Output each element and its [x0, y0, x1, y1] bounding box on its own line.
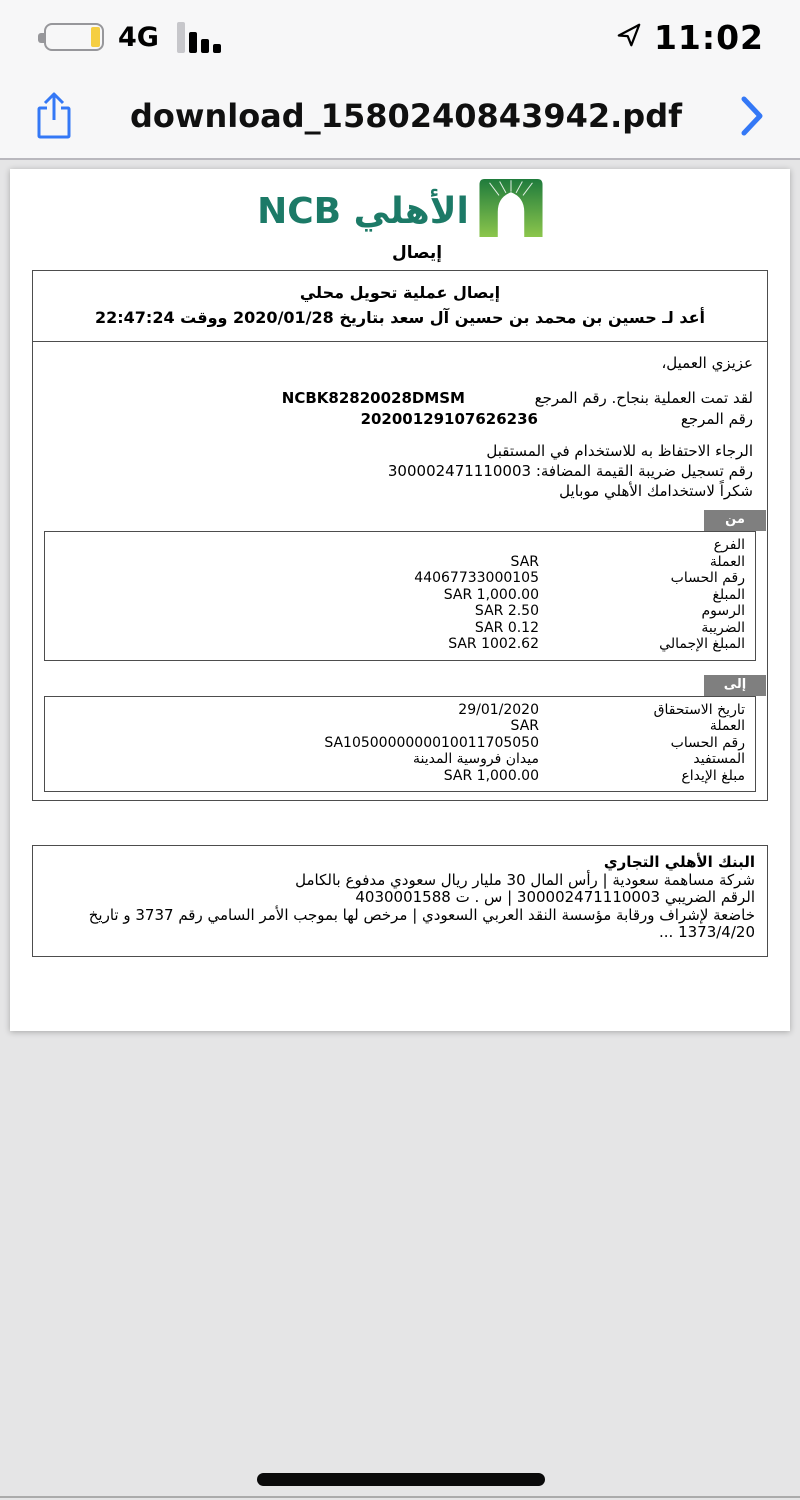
row-label: المبلغ — [712, 586, 745, 603]
table-row — [45, 636, 755, 653]
bank-name: البنك الأهلي التجاري — [603, 853, 755, 871]
row-label: الضريبة — [701, 619, 745, 636]
row-value: SAR — [510, 553, 539, 570]
share-icon — [31, 89, 77, 143]
note-line: شكراً لاستخدامك الأهلي موبايل — [559, 482, 753, 500]
receipt-subtitle: أعد لـ حسين بن محمد بن حسين آل سعد بتاريخ 2020/01/28 ووقت 22:47:24 — [94, 308, 705, 327]
row-value: 1,000.00 SAR — [443, 767, 539, 784]
row-value: 0.12 SAR — [474, 619, 539, 636]
row-value: 2.50 SAR — [474, 603, 539, 619]
from-section — [33, 510, 767, 661]
table-row — [45, 702, 755, 719]
to-section — [33, 675, 767, 793]
to-section-tab: إلى — [704, 675, 766, 696]
ncb-wordmark: NCB الأهلي — [257, 191, 469, 232]
status-bar — [0, 0, 800, 74]
location-services-icon — [616, 22, 642, 52]
share-button[interactable] — [28, 88, 80, 144]
from-table — [44, 531, 756, 661]
row-label: مبلغ الإيداع — [681, 767, 745, 784]
row-label: الرسوم — [701, 603, 745, 619]
pdf-viewer-toolbar — [0, 74, 800, 158]
reference-label: لقد تمت العملية بنجاح. رقم المرجع — [534, 389, 753, 407]
clock-time: 11:02 — [653, 17, 764, 57]
table-row — [45, 570, 755, 587]
table-row — [45, 554, 755, 571]
bottom-hairline — [0, 1496, 800, 1498]
bank-footer-box — [32, 845, 768, 957]
row-value: 1002.62 SAR — [448, 636, 539, 652]
row-value: SAR — [510, 718, 539, 734]
receipt-title: إيصال عملية تحويل محلي — [299, 283, 501, 302]
row-label: المبلغ الإجمالي — [659, 636, 745, 652]
table-row — [45, 735, 755, 752]
top-chrome — [0, 0, 800, 160]
row-value: 29/01/2020 — [458, 701, 539, 718]
signal-strength-icon — [177, 22, 221, 53]
row-label: الفرع — [713, 537, 745, 553]
document-type-label: إيصال — [391, 243, 443, 263]
home-indicator[interactable] — [257, 1473, 545, 1486]
table-row — [45, 537, 755, 554]
row-value: ميدان فروسية المدينة — [412, 751, 539, 767]
note-line: رقم تسجيل ضريبة القيمة المضافة: 300002471110003 — [387, 462, 753, 480]
table-row — [45, 620, 755, 637]
row-label: تاريخ الاستحقاق — [653, 701, 745, 718]
row-value: 1,000.00 SAR — [443, 586, 539, 603]
table-row — [45, 768, 755, 785]
reference-label: رقم المرجع — [680, 410, 753, 428]
ncb-arch-icon — [479, 179, 543, 241]
greeting-text: عزيزي العميل، — [661, 354, 753, 372]
row-label: المستفيد — [693, 751, 745, 767]
chevron-right-icon — [739, 95, 765, 137]
reference-value: 20200129107626236 — [360, 410, 538, 428]
reference-rows — [47, 389, 753, 431]
to-table — [44, 696, 756, 793]
receipt-header — [33, 271, 767, 342]
next-page-button[interactable] — [732, 92, 772, 140]
row-value: SA1050000000010011705050 — [324, 734, 539, 751]
row-label: العملة — [709, 553, 745, 570]
from-section-tab: من — [704, 510, 766, 531]
row-label: رقم الحساب — [670, 734, 745, 751]
note-line: الرجاء الاحتفاظ به للاستخدام في المستقبل — [486, 442, 753, 460]
battery-icon — [44, 23, 104, 51]
bank-footer-line: شركة مساهمة سعودية | رأس المال 30 مليار ريال سعودي مدفوع بالكامل — [295, 870, 755, 889]
row-label: العملة — [709, 718, 745, 734]
table-row — [45, 587, 755, 604]
receipt-body-box — [32, 270, 768, 801]
reference-value: NCBK82820028DMSM — [281, 389, 465, 407]
table-row — [45, 751, 755, 768]
notes — [47, 441, 753, 501]
pdf-filename-title: download_1580240843942.pdf — [129, 97, 683, 135]
row-value — [45, 537, 543, 554]
bank-footer-line: الرقم الضريبي 300002471110003 | س . ت 4030001588 — [355, 888, 755, 907]
transaction-info — [33, 342, 767, 503]
table-row — [45, 718, 755, 735]
reference-row — [47, 389, 753, 410]
bank-footer-line: خاضعة لإشراف ورقابة مؤسسة النقد العربي السعودي | مرخص لها بموجب الأمر السامي رقم 3737 و تاريخ 1373/4/20 ... — [88, 905, 755, 942]
row-value: 44067733000105 — [414, 570, 539, 586]
pdf-page — [10, 169, 790, 1031]
reference-row — [47, 410, 753, 431]
network-type-label: 4G — [118, 21, 159, 53]
ncb-logo — [10, 169, 790, 241]
table-row — [45, 603, 755, 620]
row-label: رقم الحساب — [670, 570, 745, 586]
